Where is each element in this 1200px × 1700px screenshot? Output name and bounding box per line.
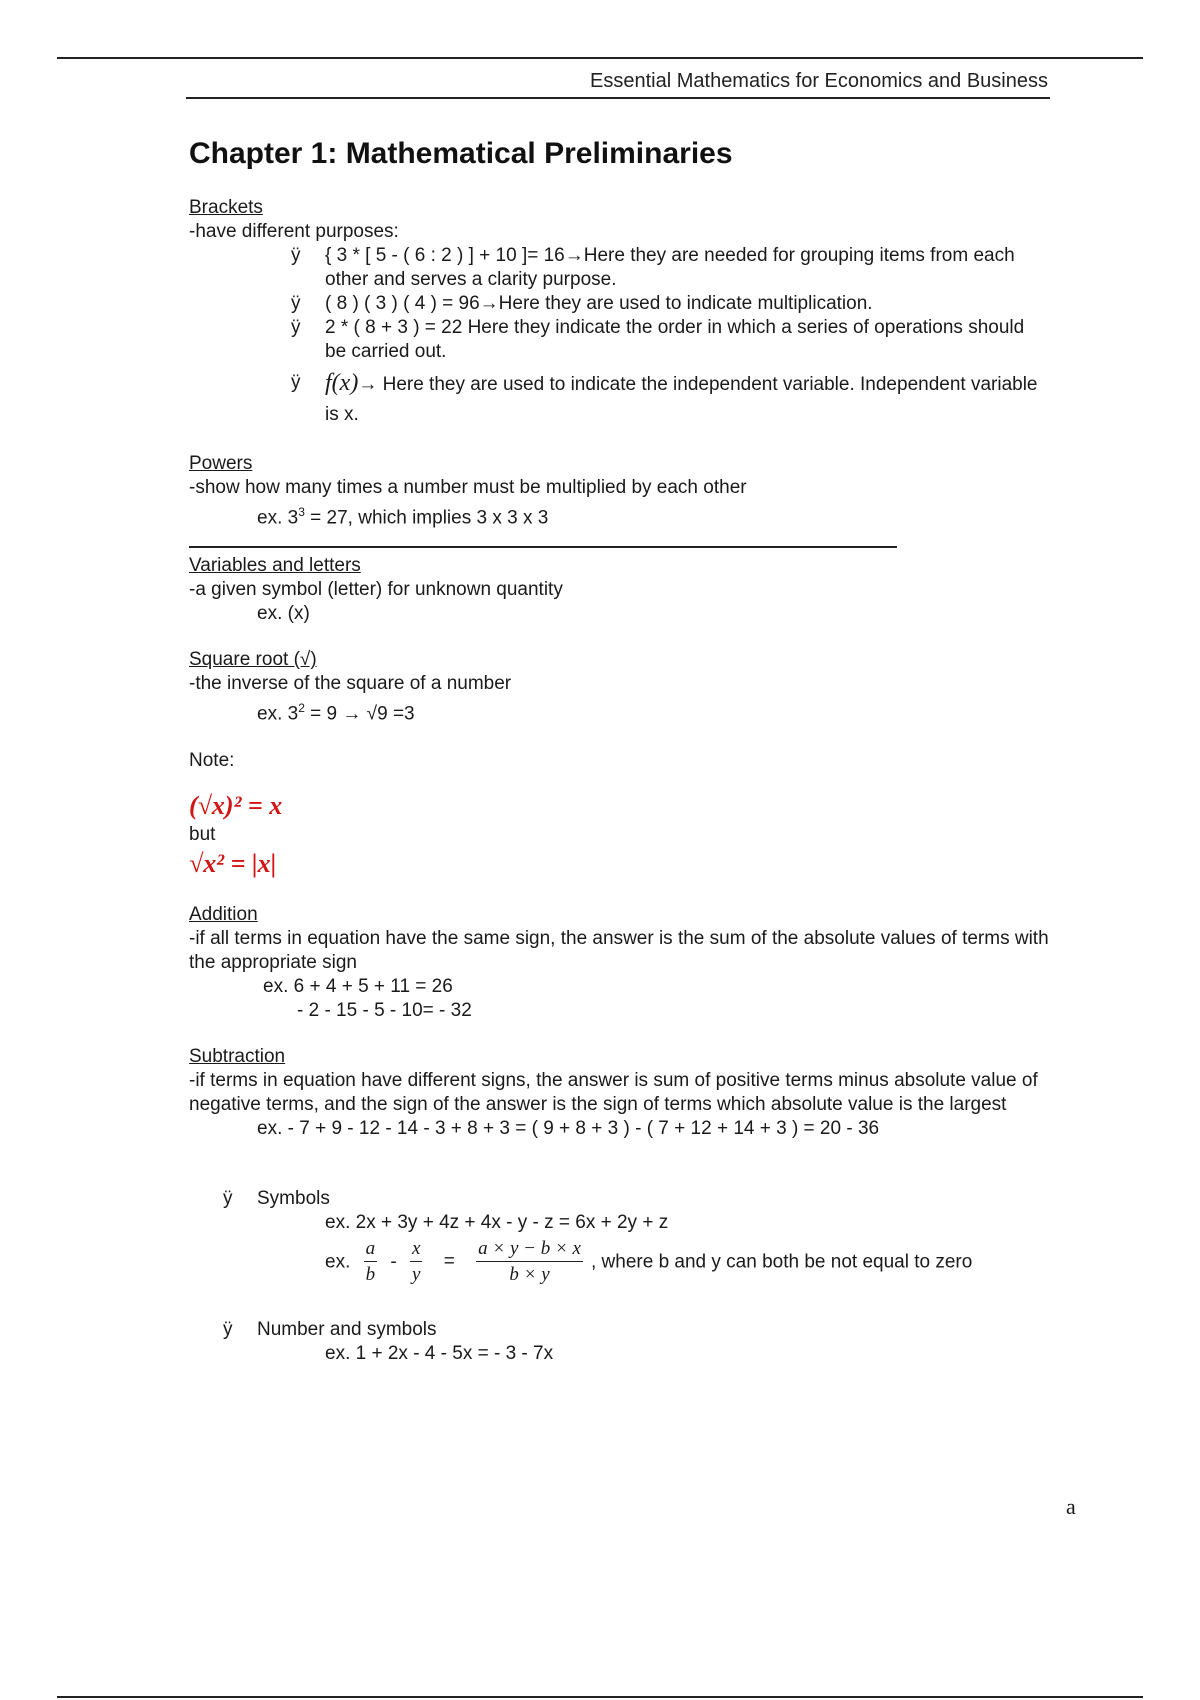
section-subtraction xyxy=(189,1045,1049,1141)
fraction: $\frac{x}{y}$ xyxy=(412,1237,421,1285)
bullet-marker: ÿ xyxy=(291,245,301,266)
header-rule xyxy=(186,97,1050,99)
fraction: $\frac{a}{b}$ xyxy=(365,1237,376,1285)
section-title: Brackets xyxy=(189,197,263,218)
function-formula: f(x) xyxy=(325,370,359,396)
list-item-number-symbols xyxy=(189,1318,1049,1366)
fraction-example: ex. $\frac{a}{b}$ - $\frac{x}{y}$ = $\frac{a \times y - b \times x}{b \times y}$ , where b and y can both be not equal to zero xyxy=(257,1237,1049,1288)
section-title: Variables and letters xyxy=(189,555,361,577)
bullet-marker: ÿ xyxy=(291,293,301,314)
item-label: Number and symbols xyxy=(257,1318,437,1340)
page-marker: a xyxy=(1066,1494,1076,1519)
brackets-list xyxy=(189,244,1049,430)
section-description: -if all terms in equation have the same sign, the answer is the sum of the absolute values of terms with the appropriate sign xyxy=(189,927,1049,973)
section-powers xyxy=(189,452,1049,530)
example: ex. $3^2 = 9 \to √9 =3$ xyxy=(257,701,415,725)
note-label: Note: xyxy=(189,749,235,771)
example: ex. 1 + 2x - 4 - 5x = - 3 - 7x xyxy=(325,1342,554,1364)
bullet-marker: ÿ xyxy=(291,372,301,393)
section-title: Addition xyxy=(189,903,258,925)
list-item: ÿ ( 8 ) ( 3 ) ( 4 ) = 96→Here they are used to indicate multiplication. xyxy=(291,293,873,314)
bullet-marker: ÿ xyxy=(291,317,301,338)
section-description: -if terms in equation have different signs, the answer is sum of positive terms minus absolute value of negative terms, and the sign of the answer is the sign of terms which absolute value is the largest xyxy=(189,1069,1038,1115)
bullet-marker: ÿ xyxy=(223,1318,233,1340)
note-but: but xyxy=(189,823,216,845)
bullet-marker: ÿ xyxy=(223,1187,233,1209)
section-addition xyxy=(189,903,1049,1023)
example: ex. 6 + 4 + 5 + 11 = 26 xyxy=(263,975,453,997)
section-divider xyxy=(189,546,897,548)
note-formula-2: √x² = |x| xyxy=(189,848,277,878)
section-description: -have different purposes: xyxy=(189,221,399,242)
item-label: Symbols xyxy=(257,1187,330,1209)
section-title: Subtraction xyxy=(189,1045,286,1067)
example: ex. 2x + 3y + 4z + 4x - y - z = 6x + 2y + z xyxy=(325,1211,669,1233)
section-brackets xyxy=(189,196,1049,430)
running-header: Essential Mathematics for Economics and Business xyxy=(590,70,1048,92)
section-description: -a given symbol (letter) for unknown quantity xyxy=(189,579,563,601)
section-title: Square root (√) xyxy=(189,649,317,671)
bottom-page-rule xyxy=(57,1696,1143,1698)
document-body xyxy=(189,134,1049,1366)
example: ex. $3^3 = 27$, which implies 3 x 3 x 3 xyxy=(257,505,549,529)
list-item: ÿ { 3 * [ 5 - ( 6 : 2 ) ] + 10 ]= 16→Here they are needed for grouping items from each other and serves a clarity purpose. xyxy=(291,245,1015,290)
example: ex. (x) xyxy=(257,603,310,625)
chapter-title: Chapter 1: Mathematical Preliminaries xyxy=(189,137,733,170)
section-description: -the inverse of the square of a number xyxy=(189,673,512,695)
section-square-root xyxy=(189,648,1049,726)
example: ex. - 7 + 9 - 12 - 14 - 3 + 8 + 3 = ( 9 + 8 + 3 ) - ( 7 + 12 + 14 + 3 ) = 20 - 36 xyxy=(257,1117,880,1139)
list-item: ÿ f(x)→ Here they are used to indicate the independent variable. Independent variable is x. xyxy=(291,370,1038,425)
list-item-symbols xyxy=(189,1187,1049,1288)
section-title: Powers xyxy=(189,453,253,474)
section-variables xyxy=(189,554,1049,626)
example: - 2 - 15 - 5 - 10= - 32 xyxy=(297,999,472,1021)
note-formula-1: (√x)² = x xyxy=(189,790,283,820)
list-item: ÿ 2 * ( 8 + 3 ) = 22 Here they indicate the order in which a series of operations should be carried out. xyxy=(291,317,1025,362)
top-page-rule xyxy=(57,57,1143,59)
section-description: -show how many times a number must be multiplied by each other xyxy=(189,477,747,498)
fraction: $\frac{a \times y - b \times x}{b \times y}$ xyxy=(478,1237,581,1285)
note-block xyxy=(189,749,1049,881)
